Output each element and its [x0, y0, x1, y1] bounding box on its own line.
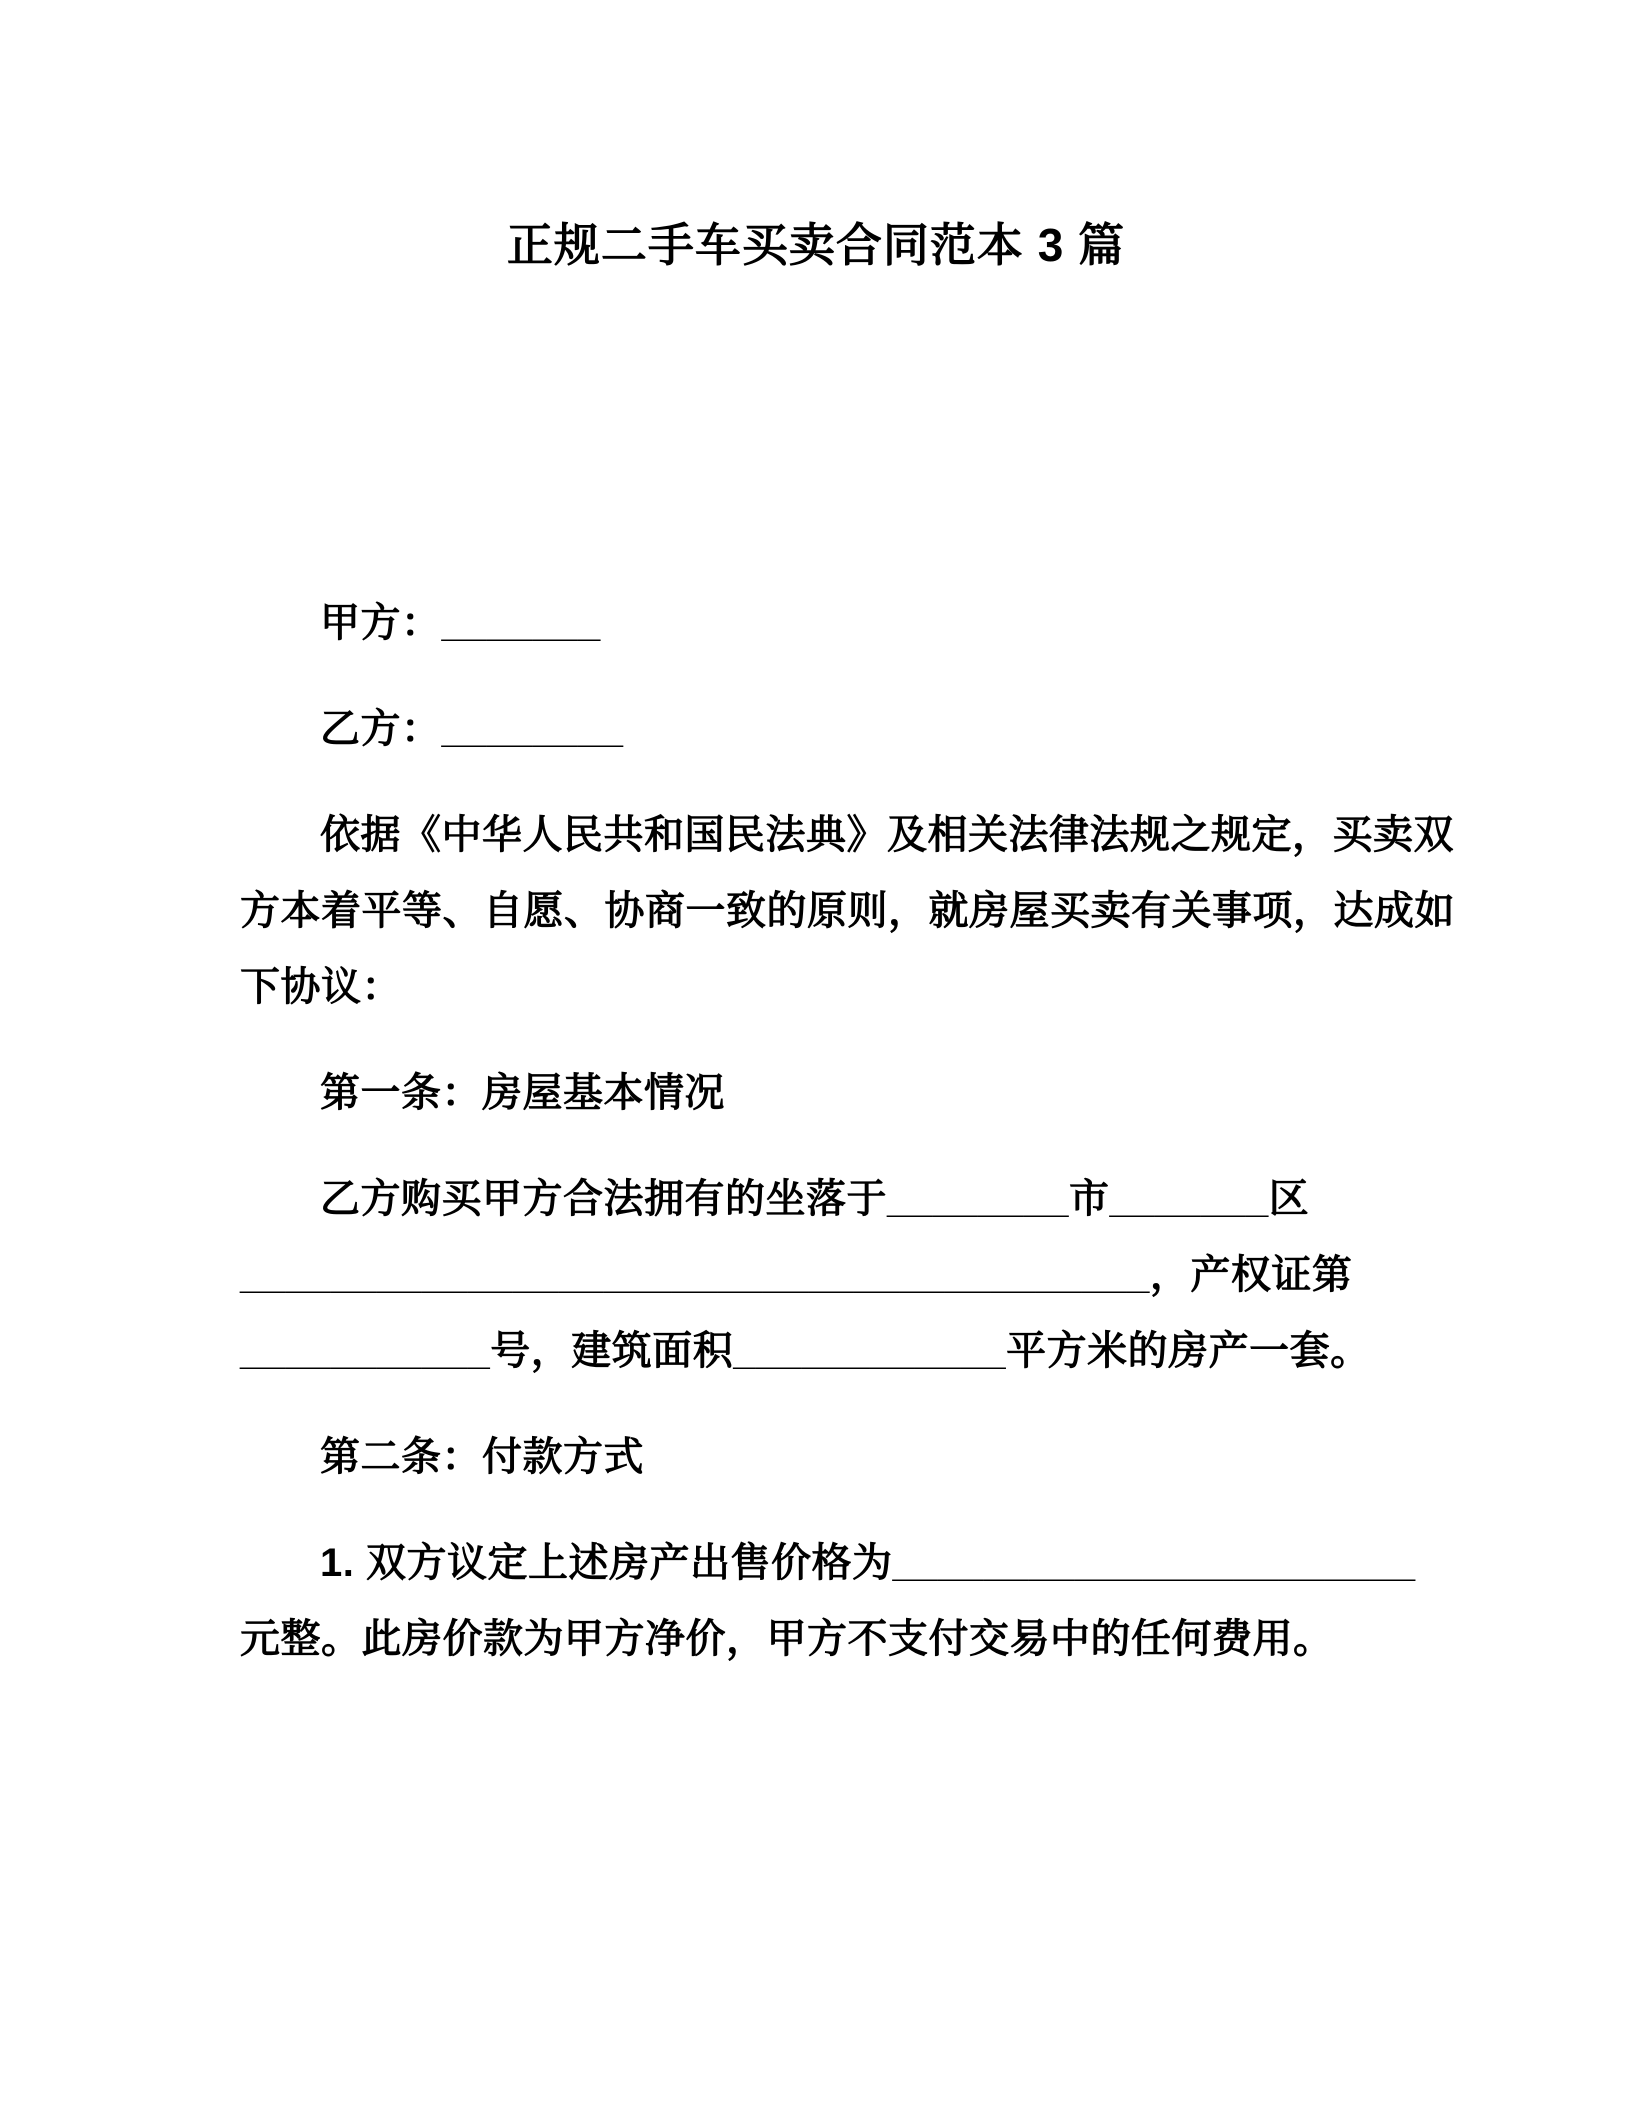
clause-2-line-2: 元整。此房价款为甲方净价，甲方不支付交易中的任何费用。: [240, 1617, 1334, 1661]
clause-2-heading: 第二条：付款方式: [320, 1435, 644, 1479]
clause-1-line-1: 乙方购买甲方合法拥有的坐落于________市_______区: [320, 1177, 1310, 1221]
document-body: [0, 585, 1632, 1677]
party-a-line: 甲方：_______: [320, 601, 601, 645]
party-b-line: 乙方：________: [320, 707, 624, 751]
clause-1-line-3: ___________号，建筑面积____________平方米的房产一套。: [240, 1329, 1371, 1373]
clause-1-heading: 第一条：房屋基本情况: [320, 1071, 725, 1115]
preamble-line-3: 下协议：: [240, 965, 402, 1009]
clause-1-line-2: ________________________________________，产权证第: [240, 1253, 1353, 1297]
preamble-line-1: 依据《中华人民共和国民法典》及相关法律法规之规定，买卖双: [320, 813, 1454, 857]
document-title: 正规二手车买卖合同范本 3 篇: [506, 219, 1126, 271]
preamble-line-2: 方本着平等、自愿、协商一致的原则，就房屋买卖有关事项，达成如: [240, 889, 1455, 933]
clause-2-line-1: 1. 双方议定上述房产出售价格为_______________________: [320, 1541, 1416, 1585]
